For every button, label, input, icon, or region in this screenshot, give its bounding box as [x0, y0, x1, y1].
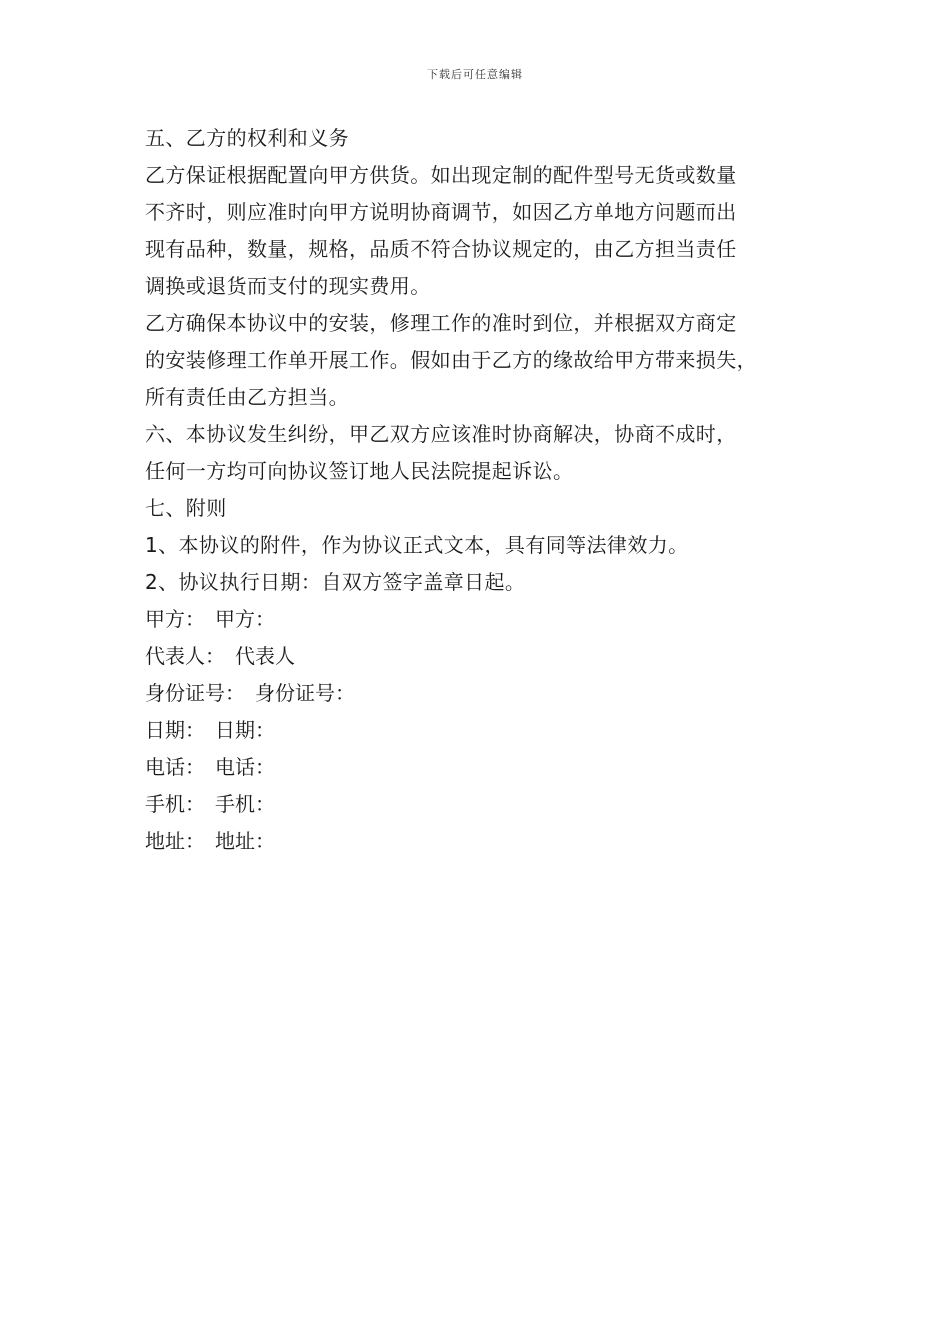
- signature-label-b: 身份证号：: [255, 681, 355, 705]
- section-heading-5: 五、乙方的权利和义务: [145, 126, 349, 150]
- signature-row-phone: [145, 749, 825, 786]
- signature-label-b: 手机：: [215, 792, 275, 816]
- signature-label-b: 地址：: [215, 829, 275, 853]
- signature-label-b: 电话：: [215, 755, 275, 779]
- section-heading-6: 六、本协议发生纠纷，甲乙双方应该准时协商解决，协商不成时，: [145, 422, 737, 446]
- signature-row-representative: [145, 638, 825, 675]
- signature-row-address: [145, 823, 825, 860]
- section-heading-7: 七、附则: [145, 496, 227, 520]
- signature-label-a: 地址：: [145, 829, 205, 853]
- signature-label-b: 甲方：: [215, 607, 275, 631]
- paragraph-line: 调换或退货而支付的现实费用。: [145, 274, 431, 298]
- signature-row-date: [145, 712, 825, 749]
- document-body: [145, 120, 825, 860]
- signature-label-b: 日期：: [215, 718, 275, 742]
- signature-label-a: 电话：: [145, 755, 205, 779]
- paragraph-line: 不齐时，则应准时向甲方说明协商调节，如因乙方单地方问题而出: [145, 200, 737, 224]
- paragraph-line: 的安装修理工作单开展工作。假如由于乙方的缘故给甲方带来损失，: [145, 348, 757, 372]
- signature-label-b: 代表人: [235, 644, 295, 668]
- signature-label-a: 代表人：: [145, 644, 225, 668]
- clause-2: 2、协议执行日期：自双方签字盖章日起。: [145, 570, 526, 594]
- signature-label-a: 身份证号：: [145, 681, 245, 705]
- paragraph-line: 所有责任由乙方担当。: [145, 385, 349, 409]
- paragraph-line: 乙方保证根据配置向甲方供货。如出现定制的配件型号无货或数量: [145, 163, 737, 187]
- signature-label-a: 手机：: [145, 792, 205, 816]
- signature-row-party: [145, 601, 825, 638]
- header-note: 下载后可任意编辑: [427, 68, 523, 81]
- paragraph-line: 乙方确保本协议中的安装，修理工作的准时到位，并根据双方商定: [145, 311, 737, 335]
- signature-row-id-number: [145, 675, 825, 712]
- signature-row-mobile: [145, 786, 825, 823]
- clause-1: 1、本协议的附件，作为协议正式文本，具有同等法律效力。: [145, 533, 689, 557]
- signature-label-a: 日期：: [145, 718, 205, 742]
- paragraph-line: 现有品种，数量，规格，品质不符合协议规定的，由乙方担当责任: [145, 237, 737, 261]
- signature-label-a: 甲方：: [145, 607, 205, 631]
- paragraph-line: 任何一方均可向协议签订地人民法院提起诉讼。: [145, 459, 574, 483]
